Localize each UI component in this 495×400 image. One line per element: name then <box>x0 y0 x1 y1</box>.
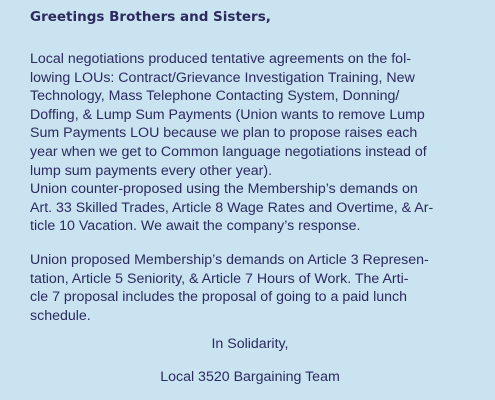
paragraph-line: ticle 10 Vacation. We await the company’s response. <box>30 218 361 235</box>
paragraph-line: Doffing, & Lump Sum Payments (Union wants to remove Lump <box>30 106 425 123</box>
paragraph-line: tation, Article 5 Seniority, & Article 7 Hours of Work. The Arti- <box>30 270 409 287</box>
paragraph-line: lump sum payments every other year). <box>30 162 273 179</box>
paragraph-line: lowing LOUs: Contract/Grievance Investigation Training, New <box>30 69 415 86</box>
paragraph-counter-proposal <box>30 180 433 236</box>
paragraph-line: Union counter-proposed using the Membership’s demands on <box>30 181 418 197</box>
paragraph-line: Sum Payments LOU because we plan to propose raises each <box>30 125 418 142</box>
paragraph-line: Union proposed Membership’s demands on Article 3 Represen- <box>30 252 429 268</box>
paragraph-line: Art. 33 Skilled Trades, Article 8 Wage Rates and Overtime, & Ar- <box>30 199 434 216</box>
paragraph-line: Local negotiations produced tentative agreements on the fol- <box>30 51 411 67</box>
paragraph-line: cle 7 proposal includes the proposal of going to a paid lunch <box>30 289 408 306</box>
paragraph-line: year when we get to Common language negotiations instead of <box>30 143 427 160</box>
paragraph-union-proposal <box>30 251 429 325</box>
greeting: Greetings Brothers and Sisters, <box>30 9 271 25</box>
paragraph-tentative-agreements <box>30 50 427 180</box>
signature: Local 3520 Bargaining Team <box>160 369 340 385</box>
paragraph-line: Technology, Mass Telephone Contacting System, Donning/ <box>30 88 400 105</box>
paragraph-line: schedule. <box>30 307 91 324</box>
closing-salutation: In Solidarity, <box>211 336 289 352</box>
